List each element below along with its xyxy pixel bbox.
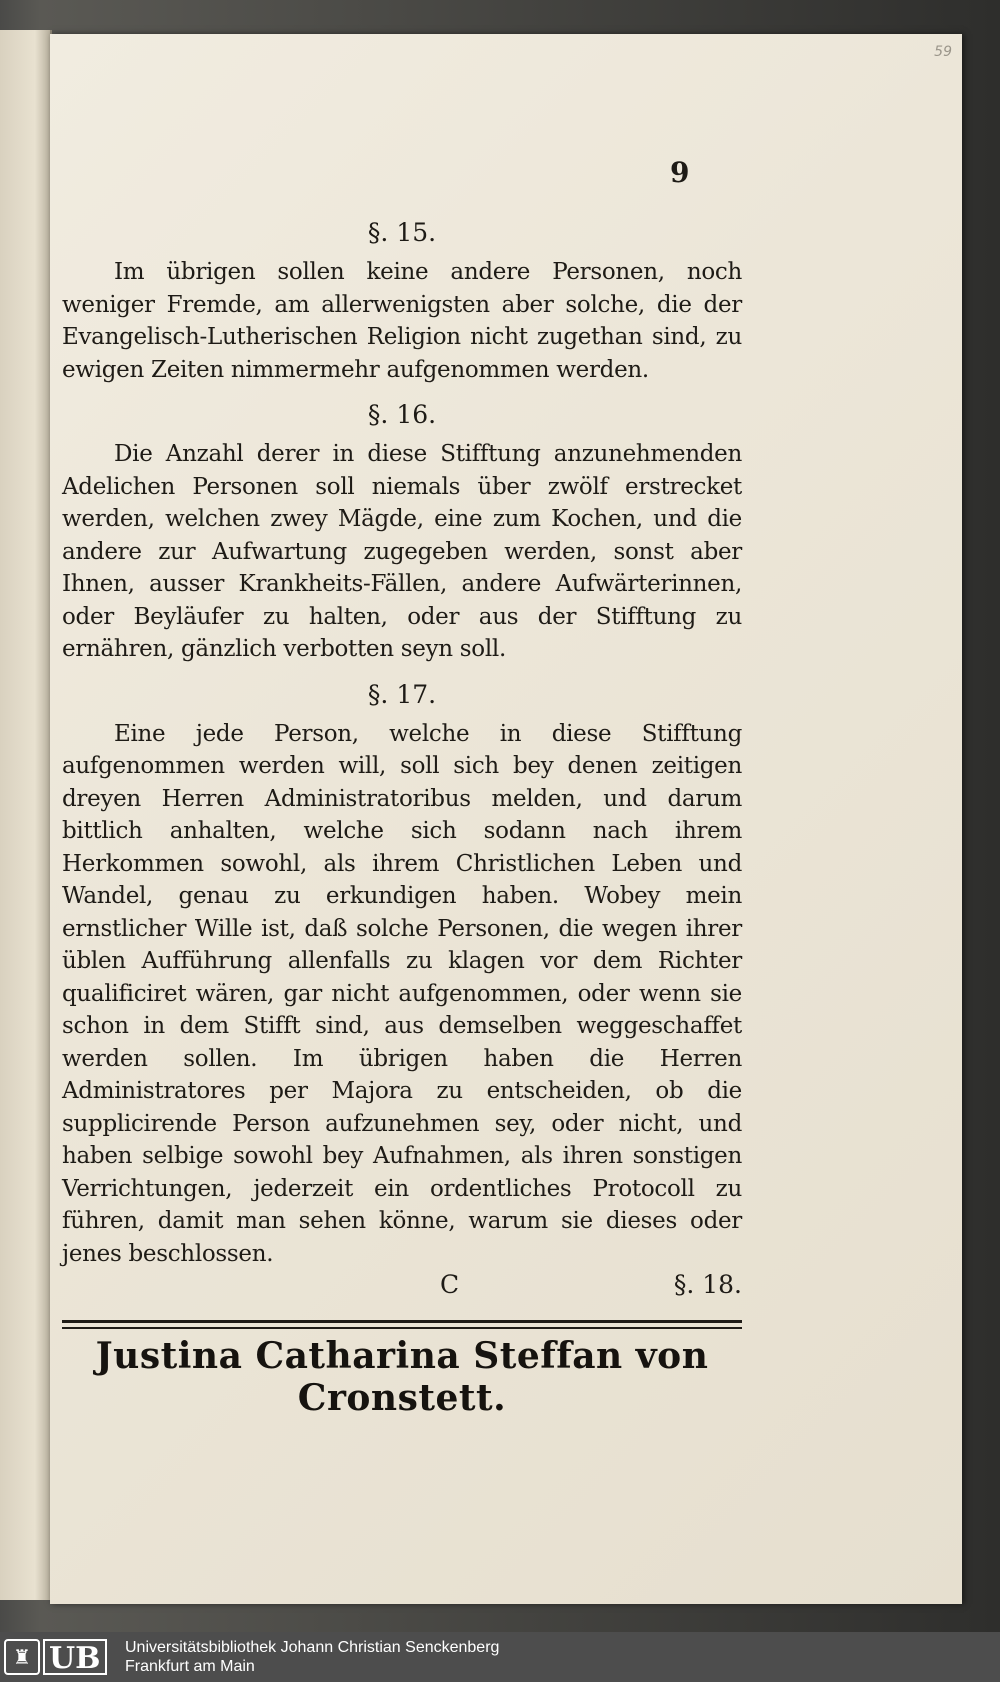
banner-line-city: Frankfurt am Main [125,1658,255,1675]
previous-page-edge [0,30,52,1600]
page-number: 9 [670,156,690,189]
ub-logo-text: UB [43,1639,107,1675]
section-text-16: Die Anzahl derer in diese Stifftung anzunehmenden Adelichen Personen soll niemals über zwölf erstrecket werden, welchen zwey Mägde, eine zum Kochen, und die andere zur Aufwartung zugegeben werden, sonst aber Ihnen, ausser Krankheits-Fällen, andere Aufwärterinnen, oder Beyläufer zu halten, oder aus der Stifftung zu ernähren, gänzlich verbotten seyn soll. [62,441,742,662]
section-text-17: Eine jede Person, welche in diese Stifftung aufgenommen werden will, soll sich bey denen zeitigen dreyen Herren Administratoribus melden, und darum bittlich anhalten, welche sich sodann nach ihrem Herkommen sowohl, als ihrem Christlichen Leben und Wandel, genau zu erkundigen haben. Wobey mein ernstlicher Wille ist, daß solche Personen, die wegen ihrer üblen Aufführung allenfalls zu klagen vor dem Richter qualificiret wären, gar nicht aufgenommen, oder wenn sie schon in dem Stifft sind, aus demselben weggeschaffet werden sollen. Im übrigen haben die Herren Administratores per Majora zu entscheiden, ob die supplicirende Person aufzunehmen sey, oder nicht, und haben selbige sowohl bey Aufnahmen, als ihren sonstigen Verrichtungen, jederzeit ein ordentliches Protocoll zu führen, damit man sehen könne, warum sie dieses oder jenes beschlossen. [62,720,742,1267]
banner-line-institution: Universitätsbibliothek Johann Christian Senckenberg [125,1639,500,1656]
section-text-15: Im übrigen sollen keine andere Personen, noch weniger Fremde, am allerwenigsten aber solche, die der Evangelisch-Lutherischen Religion nicht zugethan sind, zu ewigen Zeiten nimmermehr aufgenommen werden. [62,259,742,383]
catchword: §. 18. [673,1270,742,1299]
ub-logo[interactable] [4,1637,114,1677]
banner-text [125,1638,499,1676]
library-banner [0,1632,1000,1682]
pencil-folio-mark: 59 [934,44,952,60]
divider-rule-thin [62,1327,742,1329]
section-heading-16: §. 16. [367,400,437,429]
library-emblem-icon: ♜ [4,1639,40,1675]
author-line: Justina Catharina Steffan von Cronstett. [95,1335,709,1419]
text-block [62,218,742,1270]
signature-mark: C [440,1270,460,1299]
divider-rule [62,1320,742,1323]
section-heading-17: §. 17. [367,679,437,709]
section-heading-15: §. 15. [367,218,437,247]
page-footer [62,1270,742,1304]
